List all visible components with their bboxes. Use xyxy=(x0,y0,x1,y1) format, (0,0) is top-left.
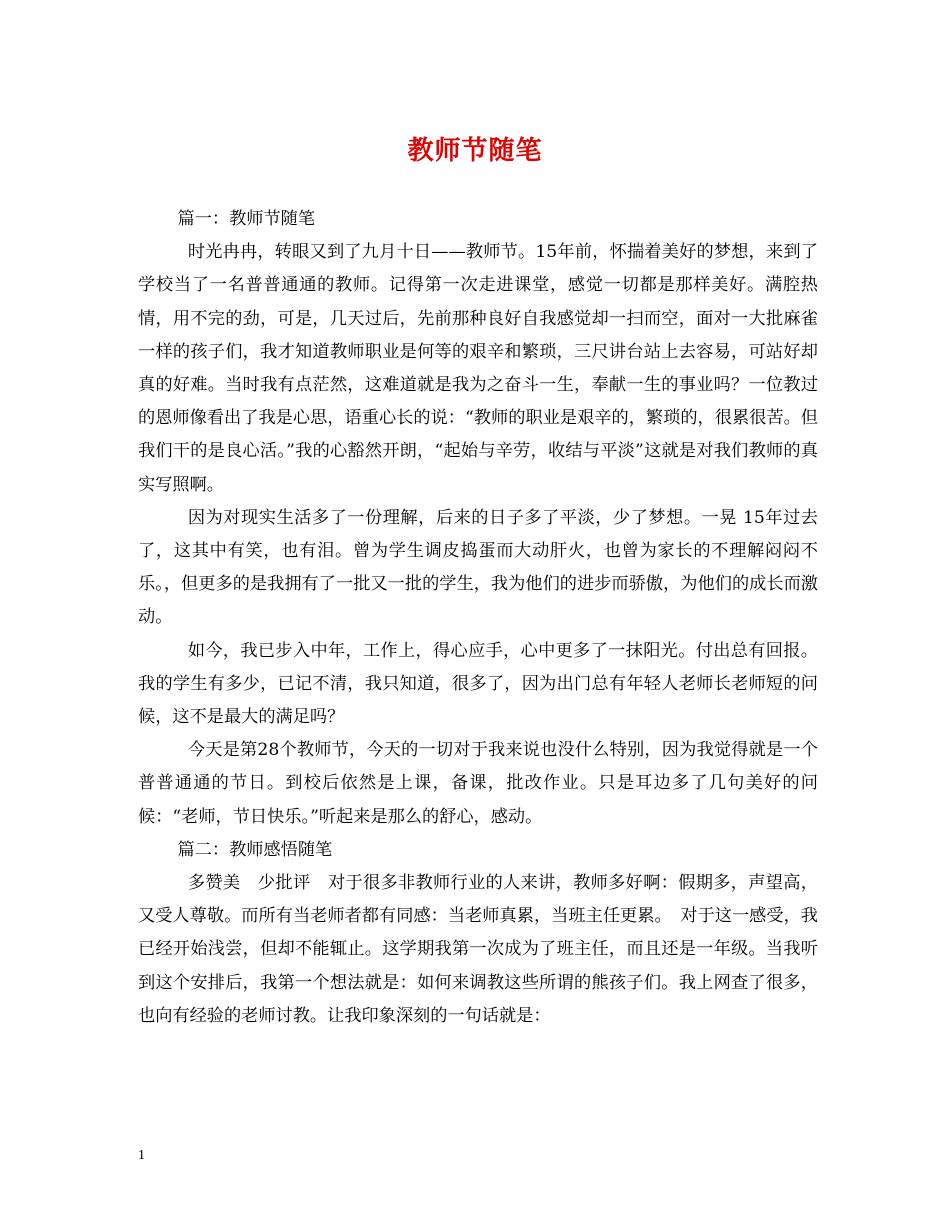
section-heading-1: 篇一：教师节随笔 xyxy=(177,209,316,229)
document-body xyxy=(138,203,818,1033)
section-heading-2: 篇二：教师感悟随笔 xyxy=(177,839,333,860)
paragraph: 今天是第28个教师节，今天的一切对于我来说也没什么特别，因为我觉得就是一个普普通通的节日。到校后依然是上课，备课，批改作业。只是耳边多了几句美好的问候：“老师，节日快乐。”听起来是那么的舒心，感动。 xyxy=(138,740,818,827)
paragraph: 时光冉冉，转眼又到了九月十日——教师节。15年前，怀揣着美好的梦想，来到了学校当了一名普普通通的教师。记得第一次走进课堂，感觉一切都是那样美好。满腔热情，用不完的劲，可是，几天过后，先前那种良好自我感觉却一扫而空，面对一大批麻雀一样的孩子们，我才知道教师职业是何等的艰辛和繁琐，三尺讲台站上去容易，可站好却真的好难。当时我有点茫然，这难道就是我为之奋斗一生，奉献一生的事业吗？一位教过的恩师像看出了我是心思，语重心长的说：“教师的职业是艰辛的，繁琐的，很累很苦。但我们干的是良心活。”我的心豁然开朗，“起始与辛劳，收结与平淡”这就是对我们教师的真实写照啊。 xyxy=(138,242,818,495)
paragraph: 多赞美 少批评 对于很多非教师行业的人来讲，教师多好啊：假期多，声望高，又受人尊敬。而所有当老师者都有同感：当老师真累，当班主任更累。 对于这一感受，我已经开始浅尝，但却不能辄止。这学期我第一次成为了班主任，而且还是一年级。当我听到这个安排后，我第一个想法就是：如何来调教这些所谓的熊孩子们。我上网查了很多，也向有经验的老师讨教。让我印象深刻的一句话就是： xyxy=(138,873,818,1026)
paragraph: 如今，我已步入中年，工作上，得心应手，心中更多了一抹阳光。付出总有回报。我的学生有多少，已记不清，我只知道，很多了，因为出门总有年轻人老师长老师短的问候，这不是最大的满足吗？ xyxy=(138,640,818,728)
page-number: 1 xyxy=(138,1148,145,1163)
paragraph: 因为对现实生活多了一份理解，后来的日子多了平淡，少了梦想。一晃 15年过去了，这其中有笑，也有泪。曾为学生调皮捣蛋而大动肝火，也曾为家长的不理解闷闷不乐。，但更多的是我拥有了一批又一批的学生，我为他们的进步而骄傲，为他们的成长而激动。 xyxy=(138,507,818,628)
document-title: 教师节随笔 xyxy=(407,136,543,166)
